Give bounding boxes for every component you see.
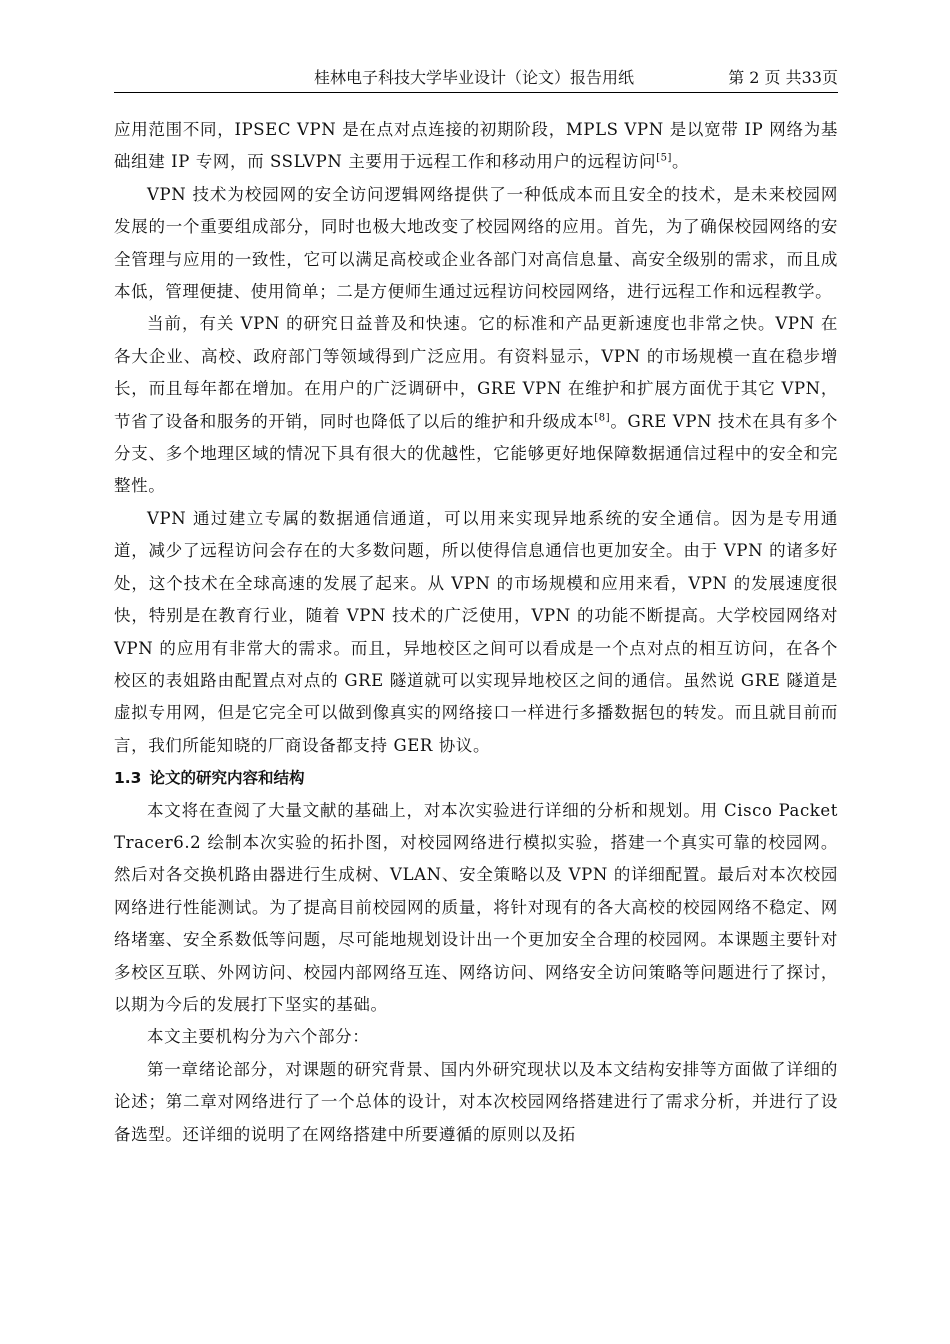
paragraph-4: VPN 通过建立专属的数据通信通道，可以用来实现异地系统的安全通信。因为是专用通道，减少了远程访问会存在的大多数问题，所以使得信息通信也更加安全。由于 VPN 的诸多好处，这个技术在全球高速的发展了起来。从 VPN 的市场规模和应用来看，VPN 的发展速度很快，特别是在教育行业，随着 VPN 技术的广泛使用，VPN 的功能不断提高。大学校园网络对 VPN 的应用有非常大的需求。而且，异地校区之间可以看成是一个点对点的相互访问，在各个校区的表姐路由配置点对点的 GRE 隧道就可以实现异地校区之间的通信。虽然说 GRE 隧道是虚拟专用网，但是它完全可以做到像真实的网络接口一样进行多播数据包的转发。而且就目前而言，我们所能知晓的厂商设备都支持 GER 协议。 [114,508,838,755]
page-number: 第 2 页 共33页 [728,68,838,87]
section-title: 论文的研究内容和结构 [149,769,305,788]
section-heading [114,762,838,794]
citation-5: [5] [656,152,673,164]
paragraph-2: VPN 技术为校园网的安全访问逻辑网络提供了一种低成本而且安全的技术，是未来校园网发展的一个重要组成部分，同时也极大地改变了校园网络的应用。首先，为了确保校园网络的安全管理与应用的一致性，它可以满足高校或企业各部门对高信息量、高安全级别的需求，而且成本低，管理便捷、使用简单；二是方便师生通过远程访问校园网络，进行远程工作和远程教学。 [114,184,838,302]
body-text [114,114,838,1151]
paragraph-tail: 。 [672,152,690,172]
citation-8: [8] [594,412,611,424]
paragraph-text: 应用范围不同，IPSEC VPN 是在点对点连接的初期阶段，MPLS VPN 是以宽带 IP 网络为基础组建 IP 专网，而 SSLVPN 主要用于远程工作和移动用户的远程访问 [114,120,838,172]
paragraph-text: 当前，有关 VPN 的研究日益普及和快速。它的标准和产品更新速度也非常之快。VPN 在各大企业、高校、政府部门等领域得到广泛应用。有资料显示，VPN 的市场规模一直在稳步增长，而且每年都在增加。在用户的广泛调研中，GRE VPN 在维护和扩展方面优于其它 VPN，节省了设备和服务的开销，同时也降低了以后的维护和升级成本 [114,314,838,431]
paragraph-7: 第一章绪论部分，对课题的研究背景、国内外研究现状以及本文结构安排等方面做了详细的论述；第二章对网络进行了一个总体的设计，对本次校园网络搭建进行了需求分析，并进行了设备选型。还详细的说明了在网络搭建中所要遵循的原则以及拓 [114,1059,838,1144]
paragraph-6: 本文主要机构分为六个部分： [147,1027,370,1047]
paragraph-1 [114,114,838,179]
paragraph-3 [114,308,838,502]
page-header [114,64,838,92]
section-number: 1.3 [114,769,142,788]
header-title: 桂林电子科技大学毕业设计（论文）报告用纸 [314,68,635,87]
paragraph-5: 本文将在查阅了大量文献的基础上，对本次实验进行详细的分析和规划。用 Cisco Packet Tracer6.2 绘制本次实验的拓扑图，对校园网络进行模拟实验，搭建一个真实可靠的校园网。然后对各交换机路由器进行生成树、VLAN、安全策略以及 VPN 的详细配置。最后对本次校园网络进行性能测试。为了提高目前校园网的质量，将针对现有的各大高校的校园网络不稳定、网络堵塞、安全系数低等问题，尽可能地规划设计出一个更加安全合理的校园网。本课题主要针对多校区互联、外网访问、校园内部网络互连、网络访问、网络安全访问策略等问题进行了探讨，以期为今后的发展打下坚实的基础。 [114,800,838,1014]
header-rule [114,92,838,93]
paragraph-tail: 。GRE VPN 技术在具有多个分支、多个地理区域的情况下具有很大的优越性，它能够更好地保障数据通信过程中的安全和完整性。 [114,411,838,496]
